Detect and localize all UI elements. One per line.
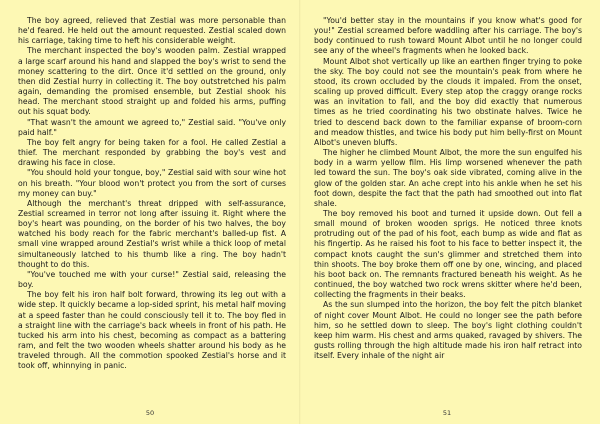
paragraph: "You'd better stay in the mountains if you know what's good for you!" Zestial screamed before waddling after his carriage. The boy's body continued to rush toward Mount Albot until he no longer could see any of the wheel's fragments when he looked back. [314, 16, 582, 56]
paragraph: As the sun slumped into the horizon, the boy felt the pitch blanket of night cover Mount Albot. He could no longer see the path before him, so he settled down to sleep. The boy's light clothing couldn't keep him warm. His chest and arms quaked, ravaged by shivers. The gusts rolling through the high altitude made his iron half retract into itself. Every inhale of the night air [314, 300, 582, 361]
page-number-right: 51 [442, 409, 452, 417]
right-page [314, 16, 582, 416]
paragraph: Mount Albot shot vertically up like an earthen finger trying to poke the sky. The boy could not see the mountain's peak from where he stood, its crown occluded by the clouds it impaled. From the onset, scaling up proved difficult. Every step atop the craggy orange rocks was an invitation to fall, and the boy did exactly that numerous times as he tried coordinating his two obstinate halves. Twice he tried to descend back down to the familiar expanse of broom-corn and meadow thistles, and twice his body put him belly-first on Mount Albot's uneven bluffs. [314, 56, 582, 147]
book-gutter [299, 0, 301, 424]
page-number-left: 50 [145, 409, 155, 417]
paragraph: Although the merchant's threat dripped with self-assurance, Zestial screamed in terror not long after issuing it. Right where the boy's heart was pounding, on the border of his two halves, the boy watched his body reach for the fabric merchant's balled-up fist. A small vine wrapped around Zestial's wrist while a thick loop of metal simultaneously latched to his thumb like a ring. The boy hadn't thought to do this. [18, 198, 286, 269]
paragraph: The boy agreed, relieved that Zestial was more personable than he'd feared. He held out the amount requested. Zestial scaled down his carriage, taking time to heft his considerable weight. [18, 16, 286, 46]
left-page [18, 16, 286, 416]
paragraph: The higher he climbed Mount Albot, the more the sun engulfed his body in a warm yellow film. His limp worsened whenever the path led toward the sun. The boy's oak side vibrated, coming alive in the glow of the golden star. An ache crept into his ankle when he set his foot down, despite the fact that the path had smoothed out into flat shale. [314, 148, 582, 208]
paragraph: The boy felt angry for being taken for a fool. He called Zestial a thief. The merchant responded by grabbing the boy's vest and drawing his face in close. [18, 137, 286, 168]
paragraph: The boy felt his iron half bolt forward, throwing its leg out with a wide step. It quickly became a lop-sided sprint, his metal half moving at a speed faster than he could consciously tell it to. The boy fled in a straight line with the carriage's back wheels in front of his path. He tucked his arm into his chest, becoming as compact as a battering ram, and felt the two wooden wheels shatter around his body as he traveled through. All the commotion spooked Zestial's horse and it took off, whinnying in panic. [18, 290, 286, 371]
right-page-text [314, 16, 582, 406]
paragraph: The boy removed his boot and turned it upside down. Out fell a small mound of broken wooden sprigs. He noticed three knots protruding out of the pad of his foot, each bump as wide and flat as his fingertip. As he raised his foot to his face to better inspect it, the compact knots caught the sun's glimmer and stretched them into thin shoots. The boy broke them off one by one, wincing, and placed his boot back on. The remnants fractured beneath his weight. As he continued, the boy watched two rock wrens skitter where he'd been, collecting the fragments in their beaks. [314, 208, 582, 300]
paragraph: "That wasn't the amount we agreed to," Zestial said. "You've only paid half." [18, 117, 286, 137]
paragraph: "You've touched me with your curse!" Zestial said, releasing the boy. [18, 269, 286, 290]
paragraph: "You should hold your tongue, boy," Zestial said with sour wine hot on his breath. "Your blood won't protect you from the sort of curses my money can buy." [18, 168, 286, 198]
paragraph: The merchant inspected the boy's wooden palm. Zestial wrapped a large scarf around his hand and slapped the boy's wrist to send the money scattering to the dirt. Once it'd settled on the ground, only then did Zestial hurry in collecting it. The boy outstretched his palm again, demanding the promised ensemble, but Zestial shook his head. The merchant stood straight up and folded his arms, puffing out his squat body. [18, 46, 286, 117]
left-page-text [18, 16, 286, 406]
